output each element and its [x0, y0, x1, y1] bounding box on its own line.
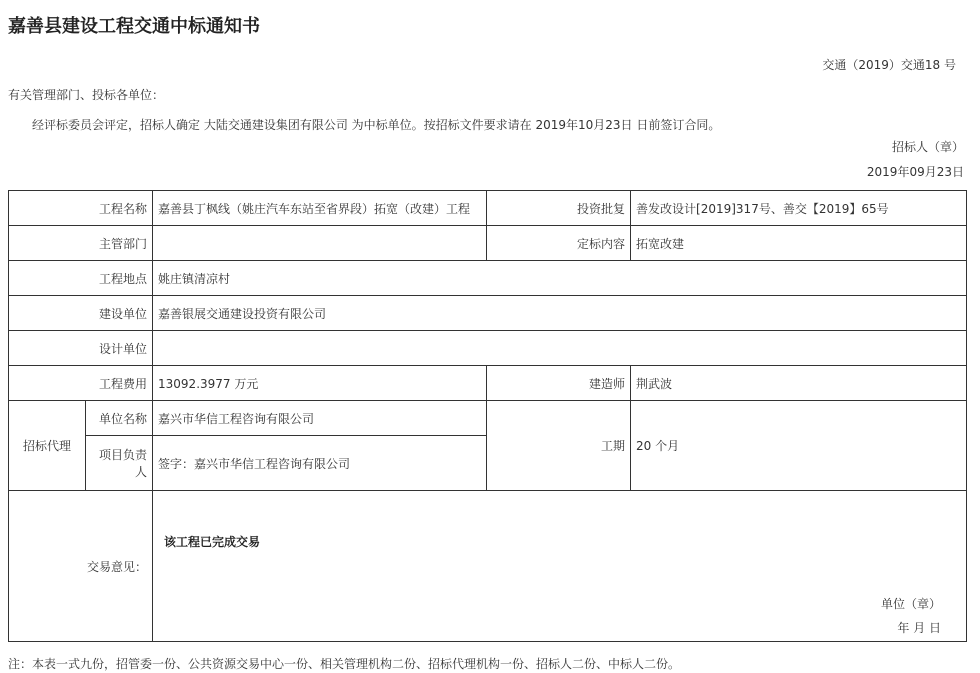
agent-unit-label: 单位名称 [86, 401, 153, 436]
authority-label: 主管部门 [9, 226, 153, 261]
agent-unit-value: 嘉兴市华信工程咨询有限公司 [153, 401, 487, 436]
scope-label: 定标内容 [487, 226, 631, 261]
footnote: 注：本表一式九份，招管委一份、公共资源交易中心一份、相关管理机构二份、招标代理机构一份、招标人二份、中标人二份。 [8, 657, 681, 671]
table-row [9, 401, 967, 436]
builder-label: 建设单位 [9, 296, 153, 331]
table-row [9, 191, 967, 226]
investment-value: 善发改设计[2019]317号、善交【2019】65号 [631, 191, 967, 226]
notice-date: 2019年09月23日 [866, 165, 964, 179]
location-label: 工程地点 [9, 261, 153, 296]
cost-value: 13092.3977 万元 [153, 366, 487, 401]
architect-value: 荆武波 [631, 366, 967, 401]
opinion-label: 交易意见： [9, 491, 153, 642]
award-table [8, 190, 967, 642]
scope-value: 拓宽改建 [631, 226, 967, 261]
tenderer-seal: 招标人（章） [891, 140, 964, 154]
document-number: 交通（2019）交通18 号 [822, 58, 956, 72]
opinion-date: 年 月 日 [897, 621, 942, 635]
investment-label: 投资批复 [487, 191, 631, 226]
opinion-value: 该工程已完成交易 [164, 535, 261, 549]
location-value: 姚庄镇清凉村 [153, 261, 967, 296]
project-name-label: 工程名称 [9, 191, 153, 226]
builder-value: 嘉善银展交通建设投资有限公司 [153, 296, 967, 331]
table-row [9, 261, 967, 296]
agent-lead-value: 签字：嘉兴市华信工程咨询有限公司 [153, 436, 487, 491]
period-label: 工期 [487, 401, 631, 491]
architect-label: 建造师 [487, 366, 631, 401]
table-row [9, 331, 967, 366]
opinion-cell [153, 491, 967, 642]
designer-value [153, 331, 967, 366]
designer-label: 设计单位 [9, 331, 153, 366]
cost-label: 工程费用 [9, 366, 153, 401]
agent-lead-label: 项目负责人 [86, 436, 153, 491]
salutation: 有关管理部门、投标各单位： [8, 88, 165, 102]
period-value: 20 个月 [631, 401, 967, 491]
table-row [9, 491, 967, 642]
project-name-value: 嘉善县丁枫线（姚庄汽车东站至省界段）拓宽（改建）工程 [153, 191, 487, 226]
table-row [9, 226, 967, 261]
notice-paragraph: 经评标委员会评定，招标人确定 大陆交通建设集团有限公司 为中标单位。按招标文件要求请在 2019年10月23日 日前签订合同。 [32, 118, 721, 132]
agent-label: 招标代理 [9, 401, 86, 491]
table-row [9, 296, 967, 331]
unit-seal: 单位（章） [881, 597, 942, 611]
authority-value [153, 226, 487, 261]
page-title: 嘉善县建设工程交通中标通知书 [8, 16, 260, 37]
table-row [9, 366, 967, 401]
